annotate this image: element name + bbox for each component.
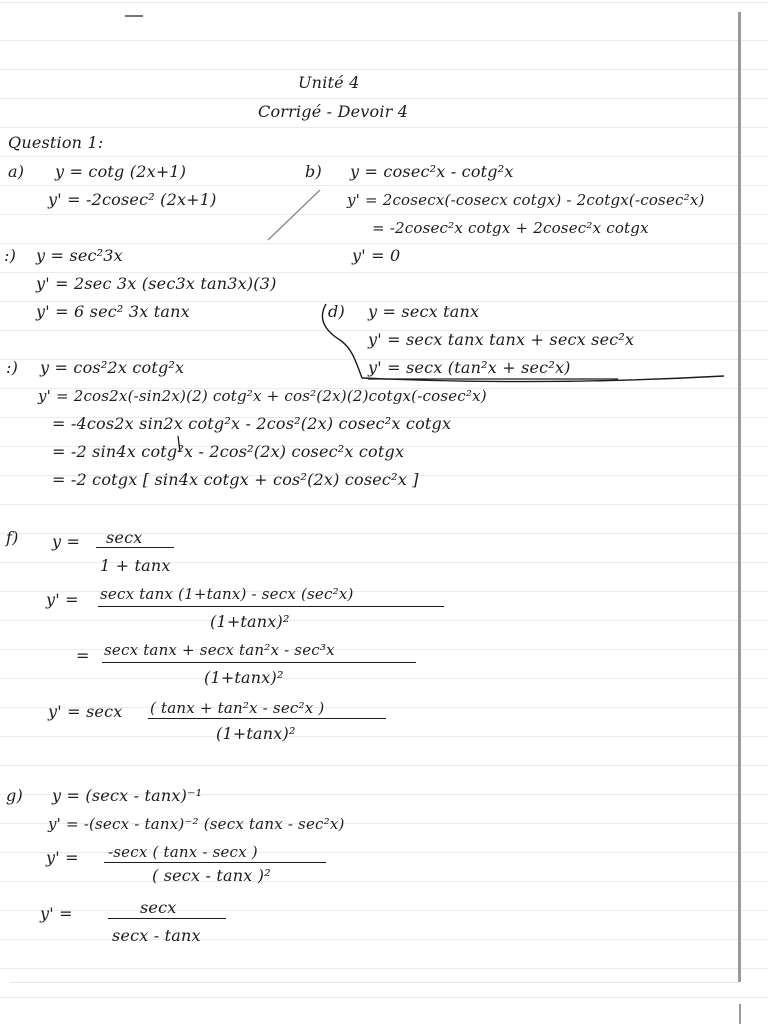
part-g-den3: ( secx - tanx )² (152, 866, 271, 885)
part-f-eq3: = (76, 646, 90, 665)
part-e-line3: = -4cos2x sin2x cotg²x - 2cos²(2x) cosec²x cotgx (52, 414, 452, 433)
part-g-line2: y' = -(secx - tanx)⁻² (secx tanx - sec²x) (48, 815, 345, 833)
part-a-line1: y = cotg (2x+1) (55, 162, 187, 181)
part-f-den2: (1+tanx)² (210, 612, 290, 631)
part-f-yp-eq4: y' = secx (48, 702, 123, 721)
part-d-label: d) (328, 302, 345, 321)
part-g-line1: y = (secx - tanx)⁻¹ (52, 786, 203, 805)
part-g-num4: secx (140, 898, 177, 917)
part-b-line1: y = cosec²x - cotg²x (350, 162, 514, 181)
part-g-label: g) (6, 786, 23, 805)
part-d-bracket (322, 304, 362, 378)
part-e-correction-mark (178, 436, 180, 452)
question-label: Question 1: (8, 133, 104, 152)
page-subtitle: Corrigé - Devoir 4 (258, 102, 409, 121)
unit-title: Unité 4 (298, 73, 360, 92)
part-e-line1: y = cos²2x cotg²x (40, 358, 185, 377)
part-f-y-eq: y = (52, 532, 81, 551)
part-e-line5: = -2 cotgx [ sin4x cotgx + cos²(2x) cosec²x ] (52, 470, 419, 489)
part-c-line1: y = sec²3x (36, 246, 123, 265)
part-f-label: f) (6, 528, 19, 547)
part-f-num1: secx (106, 528, 143, 547)
part-f-num3: secx tanx + secx tan²x - sec³x (104, 641, 335, 659)
part-d-line2: y' = secx tanx tanx + secx sec²x (368, 330, 635, 349)
part-f-den4: (1+tanx)² (216, 724, 296, 743)
part-c-line2: y' = 2sec 3x (sec3x tan3x)(3) (36, 274, 277, 293)
part-c-label: :) (4, 246, 17, 265)
part-b-line3: = -2cosec²x cotgx + 2cosec²x cotgx (372, 219, 649, 237)
part-b-line4: y' = 0 (352, 246, 401, 265)
part-e-label: :) (6, 358, 19, 377)
part-f-den1: 1 + tanx (100, 556, 171, 575)
divider-slash (268, 190, 320, 240)
part-g-den4: secx - tanx (112, 926, 201, 945)
part-g-num3: -secx ( tanx - secx ) (108, 843, 258, 861)
part-d-line3: y' = secx (tan²x + sec²x) (368, 358, 571, 377)
part-b-line2: y' = 2cosecx(-cosecx cotgx) - 2cotgx(-cosec²x) (347, 191, 705, 209)
part-f-num2: secx tanx (1+tanx) - secx (sec²x) (100, 585, 354, 603)
part-g-yp-eq3: y' = (46, 848, 79, 867)
part-a-label: a) (8, 162, 25, 181)
part-f-num4: ( tanx + tan²x - sec²x ) (150, 699, 325, 717)
part-f-den3: (1+tanx)² (204, 668, 284, 687)
part-d-line1: y = secx tanx (368, 302, 480, 321)
part-g-yp-eq4: y' = (40, 904, 73, 923)
part-a-line2: y' = -2cosec² (2x+1) (48, 190, 217, 209)
part-e-line4: = -2 sin4x cotg²x - 2cos²(2x) cosec²x cotgx (52, 442, 405, 461)
part-b-label: b) (305, 162, 322, 181)
part-e-line2: y' = 2cos2x(-sin2x)(2) cotg²x + cos²(2x)(2)cotgx(-cosec²x) (38, 387, 487, 405)
part-f-yp-eq: y' = (46, 590, 79, 609)
part-c-line3: y' = 6 sec² 3x tanx (36, 302, 190, 321)
